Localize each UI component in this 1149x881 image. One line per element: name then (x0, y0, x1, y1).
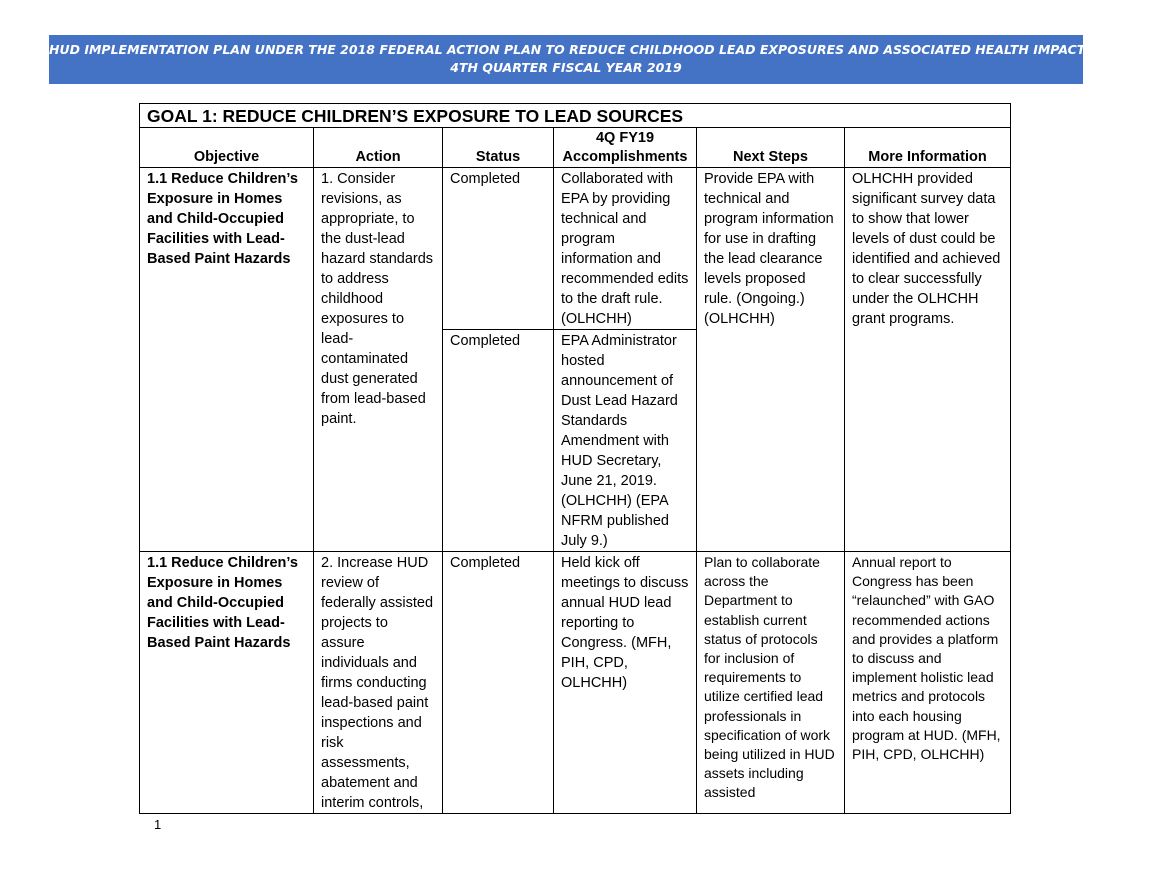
status-cell: Completed (443, 552, 554, 814)
accomplishment-cell: Collaborated with EPA by providing technical and program information and recommended edits to the draft rule. (OLHCHH) (554, 168, 697, 330)
column-header-accomplishments-period: 4Q FY19 (595, 130, 655, 146)
accomplishment-cell: EPA Administrator hosted announcement of Dust Lead Hazard Standards Amendment with HUD Secretary, June 21, 2019. (OLHCHH) (EPA NFRM published July 9.) (554, 330, 697, 552)
table-row (140, 552, 1011, 814)
report-title-line-2: 4TH QUARTER FISCAL YEAR 2019 (450, 60, 682, 75)
goal-heading: GOAL 1: REDUCE CHILDREN’S EXPOSURE TO LEAD SOURCES (140, 104, 1011, 128)
column-header-more-information: More Information (845, 128, 1011, 168)
next-steps-cell: Plan to collaborate across the Department to establish current status of protocols for inclusion of requirements to utilize certified lead professionals in specification of work being utilized in HUD assets including assisted (697, 552, 845, 814)
more-information-cell: OLHCHH provided significant survey data to show that lower levels of dust could be identified and achieved to clear successfully under the OLHCHH grant programs. (845, 168, 1011, 552)
status-cell: Completed (443, 168, 554, 330)
column-header-status: Status (443, 128, 554, 168)
status-cell: Completed (443, 330, 554, 552)
page-number: 1 (154, 817, 162, 832)
report-title-line-1: HUD IMPLEMENTATION PLAN UNDER THE 2018 FEDERAL ACTION PLAN TO REDUCE CHILDHOOD LEAD EXPOSURES AND ASSOCIATED HEALTH IMPACTS: (49, 42, 1100, 57)
accomplishment-cell: Held kick off meetings to discuss annual HUD lead reporting to Congress. (MFH, PIH, CPD, OLHCHH) (554, 552, 697, 814)
next-steps-cell: Provide EPA with technical and program information for use in drafting the lead clearance levels proposed rule. (Ongoing.) (OLHCHH) (697, 168, 845, 552)
column-header-action: Action (314, 128, 443, 168)
objective-cell: 1.1 Reduce Children’s Exposure in Homes and Child-Occupied Facilities with Lead-Based Paint Hazards (140, 552, 314, 814)
column-header-accomplishments-label: Accomplishments (562, 149, 688, 165)
column-header-next-steps: Next Steps (697, 128, 845, 168)
action-cell: 1. Consider revisions, as appropriate, to the dust-lead hazard standards to address childhood exposures to lead-contaminated dust generated from lead-based paint. (314, 168, 443, 552)
report-header-banner (49, 35, 1100, 84)
table-row (140, 168, 1011, 330)
action-cell: 2. Increase HUD review of federally assisted projects to assure individuals and firms conducting lead-based paint inspections and risk assessments, abatement and interim controls, (314, 552, 443, 814)
column-header-objective: Objective (140, 128, 314, 168)
goal-table (139, 103, 1011, 814)
column-header-accomplishments (554, 128, 697, 168)
more-information-cell: Annual report to Congress has been “relaunched” with GAO recommended actions and provides a platform to discuss and implement holistic lead metrics and protocols into each housing program at HUD. (MFH, PIH, CPD, OLHCHH) (845, 552, 1011, 814)
objective-cell: 1.1 Reduce Children’s Exposure in Homes and Child-Occupied Facilities with Lead-Based Paint Hazards (140, 168, 314, 552)
